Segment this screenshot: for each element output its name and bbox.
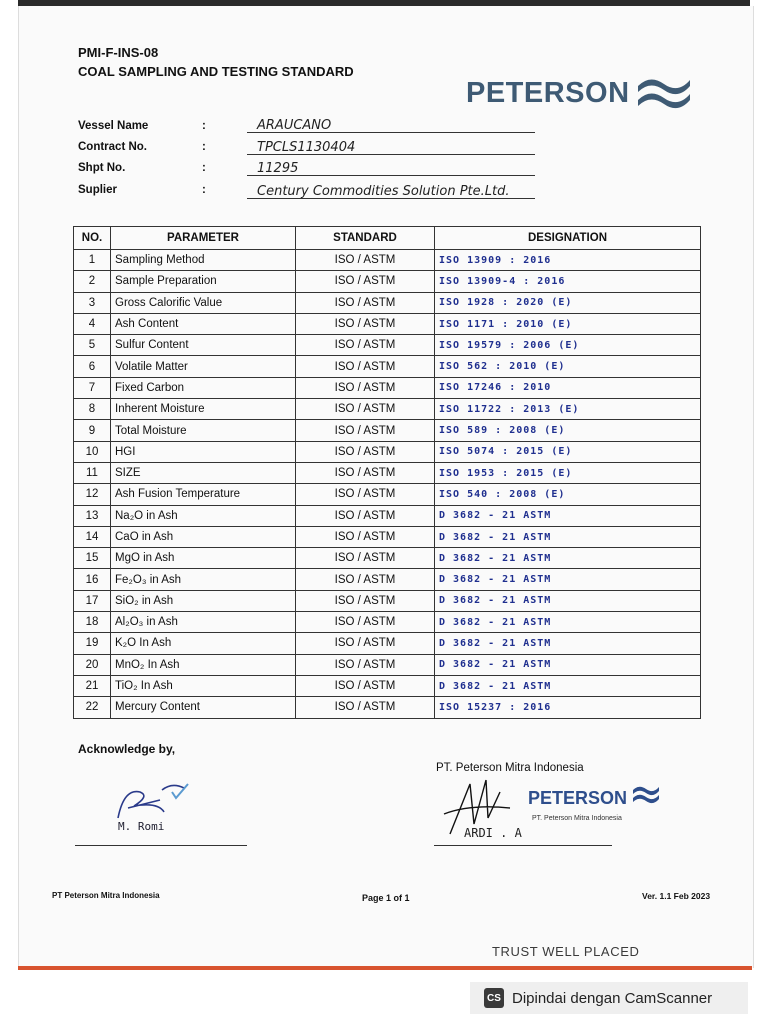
- cell-standard: ISO / ASTM: [296, 399, 435, 420]
- cell-no: 20: [74, 654, 111, 675]
- acknowledge-label: Acknowledge by,: [78, 742, 176, 756]
- cell-designation: ISO 15237 : 2016: [435, 697, 701, 718]
- cell-parameter: Fe₂O₃ in Ash: [111, 569, 296, 590]
- cell-designation: D 3682 - 21 ASTM: [435, 590, 701, 611]
- cell-designation: D 3682 - 21 ASTM: [435, 526, 701, 547]
- cell-no: 15: [74, 548, 111, 569]
- cell-no: 12: [74, 484, 111, 505]
- cell-designation: ISO 5074 : 2015 (E): [435, 441, 701, 462]
- camscanner-icon: CS: [484, 988, 504, 1008]
- cell-parameter: Ash Content: [111, 313, 296, 334]
- table-row: [74, 633, 701, 654]
- cell-parameter: SiO₂ in Ash: [111, 590, 296, 611]
- cell-standard: ISO / ASTM: [296, 633, 435, 654]
- cell-designation: ISO 19579 : 2006 (E): [435, 335, 701, 356]
- cell-no: 8: [74, 399, 111, 420]
- cell-parameter: Sulfur Content: [111, 335, 296, 356]
- cell-designation: D 3682 - 21 ASTM: [435, 654, 701, 675]
- cell-parameter: Sample Preparation: [111, 271, 296, 292]
- cell-parameter: Ash Fusion Temperature: [111, 484, 296, 505]
- stamp-wave-icon: [631, 784, 661, 804]
- cell-no: 19: [74, 633, 111, 654]
- footer-company: PT Peterson Mitra Indonesia: [52, 891, 160, 900]
- table-row: [74, 356, 701, 377]
- peterson-logo: [466, 74, 692, 112]
- cell-designation: ISO 13909 : 2016: [435, 250, 701, 271]
- cell-standard: ISO / ASTM: [296, 548, 435, 569]
- cell-designation: D 3682 - 21 ASTM: [435, 612, 701, 633]
- cell-no: 7: [74, 377, 111, 398]
- cell-designation: ISO 13909-4 : 2016: [435, 271, 701, 292]
- camscanner-badge: [470, 982, 748, 1014]
- cell-no: 22: [74, 697, 111, 718]
- cell-standard: ISO / ASTM: [296, 612, 435, 633]
- company-stamp: [528, 784, 661, 809]
- cell-no: 3: [74, 292, 111, 313]
- table-header-row: [74, 227, 701, 250]
- colon: :: [202, 162, 206, 174]
- logo-text: PETERSON: [466, 76, 630, 109]
- cell-no: 17: [74, 590, 111, 611]
- colon: :: [202, 141, 206, 153]
- cell-designation: ISO 540 : 2008 (E): [435, 484, 701, 505]
- cell-parameter: Inherent Moisture: [111, 399, 296, 420]
- table-row: [74, 484, 701, 505]
- contract-no-value: TPCLS1130404: [247, 140, 535, 155]
- table-row: [74, 292, 701, 313]
- cell-standard: ISO / ASTM: [296, 441, 435, 462]
- cell-designation: ISO 1928 : 2020 (E): [435, 292, 701, 313]
- cell-standard: ISO / ASTM: [296, 569, 435, 590]
- table-row: [74, 399, 701, 420]
- cell-parameter: Fixed Carbon: [111, 377, 296, 398]
- cell-parameter: Al₂O₃ in Ash: [111, 612, 296, 633]
- table-row: [74, 526, 701, 547]
- table-row: [74, 612, 701, 633]
- supplier-value: Century Commodities Solution Pte.Ltd.: [247, 184, 535, 199]
- table-row: [74, 675, 701, 696]
- stamp-text: PETERSON: [528, 788, 628, 808]
- footer-page-number: Page 1 of 1: [362, 893, 410, 903]
- cell-designation: D 3682 - 21 ASTM: [435, 675, 701, 696]
- cell-designation: D 3682 - 21 ASTM: [435, 548, 701, 569]
- table-row: [74, 313, 701, 334]
- document-title: COAL SAMPLING AND TESTING STANDARD: [78, 64, 354, 79]
- cell-standard: ISO / ASTM: [296, 675, 435, 696]
- supplier-label: Suplier: [78, 184, 117, 196]
- cell-standard: ISO / ASTM: [296, 313, 435, 334]
- cell-designation: ISO 589 : 2008 (E): [435, 420, 701, 441]
- header-no: NO.: [74, 227, 111, 250]
- company-name: PT. Peterson Mitra Indonesia: [436, 762, 584, 774]
- header-parameter: PARAMETER: [111, 227, 296, 250]
- cell-parameter: Sampling Method: [111, 250, 296, 271]
- footer-accent-strip: [18, 966, 752, 970]
- cell-no: 13: [74, 505, 111, 526]
- header-standard: STANDARD: [296, 227, 435, 250]
- cell-no: 9: [74, 420, 111, 441]
- cell-no: 18: [74, 612, 111, 633]
- right-signer-name: ARDI . A: [464, 826, 522, 840]
- cell-no: 21: [74, 675, 111, 696]
- footer-tagline: TRUST WELL PLACED: [492, 944, 640, 959]
- cell-designation: ISO 562 : 2010 (E): [435, 356, 701, 377]
- contract-no-label: Contract No.: [78, 141, 147, 153]
- cell-standard: ISO / ASTM: [296, 292, 435, 313]
- cell-standard: ISO / ASTM: [296, 377, 435, 398]
- cell-designation: D 3682 - 21 ASTM: [435, 633, 701, 654]
- cell-standard: ISO / ASTM: [296, 654, 435, 675]
- cell-no: 4: [74, 313, 111, 334]
- document-code: PMI-F-INS-08: [78, 45, 159, 60]
- shpt-no-value: 11295: [247, 161, 535, 176]
- cell-parameter: Na₂O in Ash: [111, 505, 296, 526]
- cell-no: 14: [74, 526, 111, 547]
- cell-standard: ISO / ASTM: [296, 484, 435, 505]
- cell-parameter: HGI: [111, 441, 296, 462]
- cell-parameter: MgO in Ash: [111, 548, 296, 569]
- shpt-no-label: Shpt No.: [78, 162, 126, 174]
- table-row: [74, 250, 701, 271]
- table-row: [74, 441, 701, 462]
- cell-standard: ISO / ASTM: [296, 250, 435, 271]
- cell-no: 1: [74, 250, 111, 271]
- cell-parameter: Gross Calorific Value: [111, 292, 296, 313]
- cell-designation: D 3682 - 21 ASTM: [435, 569, 701, 590]
- cell-standard: ISO / ASTM: [296, 505, 435, 526]
- cell-designation: ISO 1953 : 2015 (E): [435, 462, 701, 483]
- cell-designation: D 3682 - 21 ASTM: [435, 505, 701, 526]
- stamp-subtitle: PT. Peterson Mitra Indonesia: [532, 815, 622, 822]
- vessel-name-label: Vessel Name: [78, 120, 149, 132]
- cell-parameter: Total Moisture: [111, 420, 296, 441]
- wave-logo-icon: [636, 74, 692, 112]
- cell-standard: ISO / ASTM: [296, 420, 435, 441]
- table-row: [74, 271, 701, 292]
- cell-no: 5: [74, 335, 111, 356]
- cell-standard: ISO / ASTM: [296, 462, 435, 483]
- parameters-table: [73, 226, 701, 719]
- cell-no: 2: [74, 271, 111, 292]
- colon: :: [202, 120, 206, 132]
- table-row: [74, 505, 701, 526]
- table-row: [74, 462, 701, 483]
- cell-parameter: CaO in Ash: [111, 526, 296, 547]
- cell-parameter: K₂O In Ash: [111, 633, 296, 654]
- table-row: [74, 335, 701, 356]
- cell-designation: ISO 1171 : 2010 (E): [435, 313, 701, 334]
- cell-standard: ISO / ASTM: [296, 271, 435, 292]
- camscanner-text: Dipindai dengan CamScanner: [512, 989, 713, 1007]
- colon: :: [202, 184, 206, 196]
- left-signature-line: [75, 845, 247, 846]
- cell-no: 6: [74, 356, 111, 377]
- table-row: [74, 548, 701, 569]
- table-row: [74, 654, 701, 675]
- table-row: [74, 420, 701, 441]
- left-signer-name: M. Romi: [118, 820, 165, 833]
- table-row: [74, 697, 701, 718]
- cell-no: 11: [74, 462, 111, 483]
- table-row: [74, 569, 701, 590]
- right-signature-line: [434, 845, 612, 846]
- vessel-name-value: ARAUCANO: [247, 118, 535, 133]
- table-row: [74, 377, 701, 398]
- cell-parameter: Volatile Matter: [111, 356, 296, 377]
- table-body: [74, 250, 701, 719]
- cell-no: 16: [74, 569, 111, 590]
- cell-standard: ISO / ASTM: [296, 335, 435, 356]
- cell-parameter: SIZE: [111, 462, 296, 483]
- cell-parameter: Mercury Content: [111, 697, 296, 718]
- cell-parameter: TiO₂ In Ash: [111, 675, 296, 696]
- cell-designation: ISO 17246 : 2010: [435, 377, 701, 398]
- cell-designation: ISO 11722 : 2013 (E): [435, 399, 701, 420]
- cell-parameter: MnO₂ In Ash: [111, 654, 296, 675]
- cell-standard: ISO / ASTM: [296, 590, 435, 611]
- header-designation: DESIGNATION: [435, 227, 701, 250]
- cell-standard: ISO / ASTM: [296, 697, 435, 718]
- cell-standard: ISO / ASTM: [296, 356, 435, 377]
- cell-standard: ISO / ASTM: [296, 526, 435, 547]
- table-row: [74, 590, 701, 611]
- footer-version: Ver. 1.1 Feb 2023: [642, 891, 711, 901]
- cell-no: 10: [74, 441, 111, 462]
